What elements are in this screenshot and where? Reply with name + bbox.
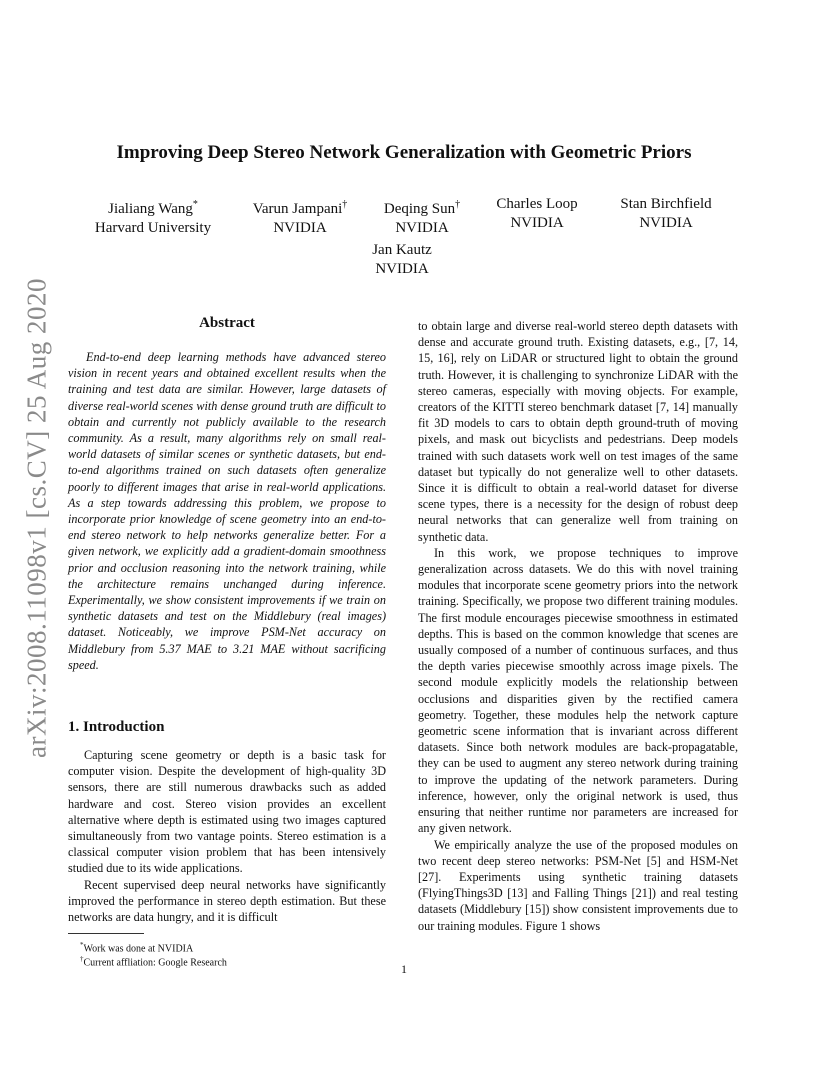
right-column-body [418, 318, 738, 934]
footnote-mark: * [80, 941, 84, 949]
author-mark: † [455, 199, 461, 210]
author-name: Deqing Sun [383, 201, 456, 217]
author-affiliation: NVIDIA [510, 215, 564, 231]
footnote-mark: † [80, 955, 84, 963]
author-name: Varun Jampani [252, 201, 343, 217]
author-affiliation: NVIDIA [395, 220, 449, 236]
author-mark: † [342, 199, 348, 210]
footnote-text: Current affliation: Google Research [83, 957, 227, 969]
author-block [352, 241, 452, 279]
author-affiliation: NVIDIA [639, 215, 693, 231]
author-block [240, 195, 360, 238]
footnote-rule [68, 933, 144, 934]
abstract-body [68, 349, 386, 673]
body-paragraph: to obtain large and diverse real-world stereo depth datasets with dense and accurate ground truth. Existing datasets, e.g., [7, 14, 15, 16], rely on LiDAR or structured light to obtain the ground truth. However, it is challenging to synchronize LiDAR with the stereo cameras, especially with moving objects. For example, creators of the KITTI stereo benchmark dataset [7, 14] manually fit 3D models to cars to obtain depth ground-truth of moving pixels, and mask out bicyclists and pedestrians. Deep models trained with such datasets work well on test images of the same dataset but typically do not generalize well to other datasets. Since it is difficult to obtain a real-world dataset for diverse scene types, there is a necessity for the design of robust deep neural networks that can generalize well from training on synthetic data. [418, 319, 738, 544]
page-number: 1 [401, 962, 407, 976]
footnote-text: Work was done at NVIDIA [83, 943, 194, 955]
abstract-heading: Abstract [199, 315, 255, 331]
author-name: Charles Loop [496, 196, 578, 212]
author-name: Stan Birchfield [620, 196, 712, 212]
author-affiliation: NVIDIA [273, 220, 327, 236]
author-affiliation: NVIDIA [375, 261, 429, 277]
introduction-heading: 1. Introduction [68, 719, 165, 735]
intro-paragraph: Recent supervised deep neural networks have significantly improved the performance in stereo depth estimation. But these networks are data hungry, and it is difficult [68, 877, 386, 925]
introduction-body [68, 747, 386, 925]
author-block [606, 195, 726, 233]
paper-title: Improving Deep Stereo Network Generalization with Geometric Priors [116, 142, 692, 163]
arxiv-id: arXiv:2008.11098v1 [cs.CV] 25 Aug 2020 [21, 278, 52, 758]
body-paragraph: We empirically analyze the use of the proposed modules on two recent deep stereo networks: PSM-Net [5] and HSM-Net [27]. Experiments using synthetic training datasets (FlyingThings3D [13] and Falling Things [21]) and real testing datasets (Middlebury [15]) show consistent improvements due to our training modules. Figure 1 shows [418, 837, 738, 933]
author-block [372, 195, 472, 238]
author-block [482, 195, 592, 233]
author-block [88, 195, 218, 238]
author-name: Jialiang Wang [108, 201, 193, 217]
author-affiliation: Harvard University [94, 220, 212, 236]
author-mark: * [192, 199, 198, 210]
abstract-text: End-to-end deep learning methods have advanced stereo vision in recent years and obtained excellent results when the training and test data are similar. However, large datasets of diverse real-world scenes with dense ground truth are difficult to obtain and currently not publicly available to the research community. As a result, many algorithms rely on small real-world datasets of similar scenes or synthetic datasets, but end-to-end algorithms trained on such datasets often generalize poorly to different images that arise in real-world applications. As a step towards addressing this problem, we propose to incorporate prior knowledge of scene geometry into an end-to-end stereo network to help networks generalize better. For a given network, we explicitly add a gradient-domain smoothness prior and occlusion reasoning into the network training, while the architecture remains unchanged during inference. Experimentally, we show consistent improvements if we train on synthetic datasets and test on the Middlebury (real images) dataset. Noticeably, we improve PSM-Net accuracy on Middlebury from 5.37 MAE to 3.21 MAE without sacrificing speed. [68, 350, 386, 672]
body-paragraph: In this work, we propose techniques to improve generalization across datasets. We do this with novel training modules that incorporate scene geometry priors into the network training. Specifically, we propose two different training modules. The first module encourages piecewise smoothness in estimated depths. This is based on the common knowledge that scenes are usually composed of a number of continuous surfaces, and thus the depth varies piecewise smoothly across image pixels. The second module explicitly models the relationship between occlusions and disparities given by the rectified camera geometry. Together, these modules help the network capture geometric scene information that is invariant across different datasets. Since both network modules are back-propagatable, they can be used to augment any stereo network during training to improve the updating of the network parameters. During inference, however, only the original network is used, thus ensuring that neither runtime nor parameters are increased for any given network. [418, 545, 738, 836]
intro-paragraph: Capturing scene geometry or depth is a basic task for computer vision. Despite the development of high-quality 3D sensors, there are still numerous drawbacks such as added hardware and cost. Stereo vision provides an excellent alternative where depth is estimated using two images captured simultaneously from two vantage points. Stereo estimation is a classical computer vision problem that has been intensively studied due to its wide applications. [68, 748, 386, 876]
arxiv-stamp [22, 278, 52, 758]
author-name: Jan Kautz [372, 242, 432, 258]
